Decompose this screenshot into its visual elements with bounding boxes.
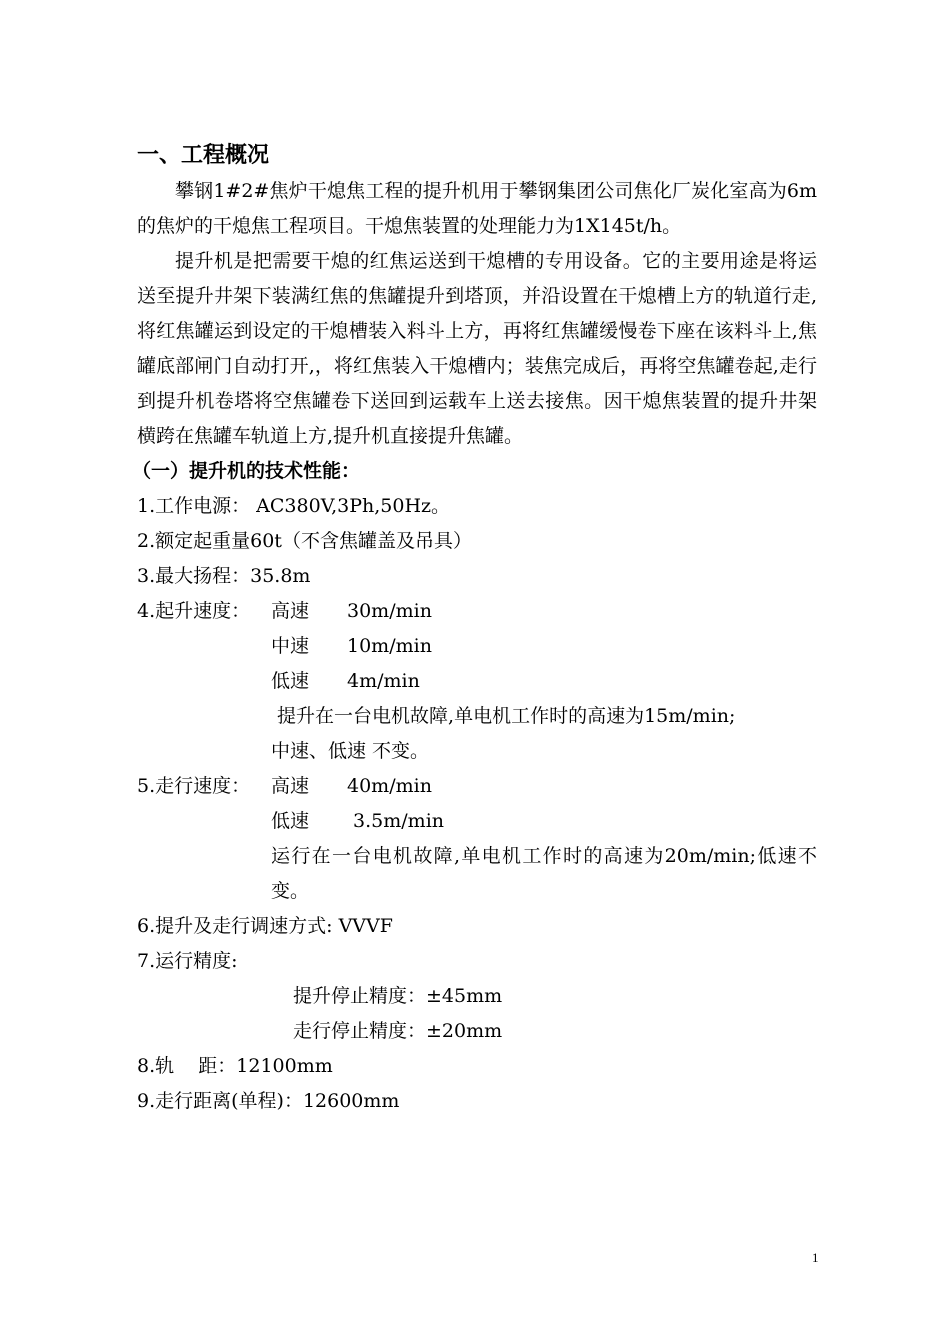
spec-hoist-note-line2: 中速、低速 不变。 [271, 740, 430, 762]
speed-value: 3.5m/min [347, 810, 445, 832]
spec-travel-speed-high [137, 769, 817, 804]
speed-value: 30m/min [347, 600, 432, 622]
paragraph-project-overview: 攀钢1#2#焦炉干熄焦工程的提升机用于攀钢集团公司焦化厂炭化室高为6m的焦炉的干熄焦工程项目。干熄焦装置的处理能力为1X145t/h。 [137, 180, 817, 237]
spec-travel-distance: 9.走行距离(单程)：12600mm [137, 1090, 400, 1112]
subsection-heading: （一）提升机的技术性能： [132, 460, 361, 482]
spec-travel-precision: 走行停止精度：±20mm [293, 1020, 503, 1042]
section-heading: 一、工程概况 [137, 143, 270, 168]
spec-max-lift-height: 3.最大扬程：35.8m [137, 565, 311, 587]
spec-hoist-speed-low [137, 664, 817, 699]
speed-value: 40m/min [347, 775, 432, 797]
page-number: 1 [812, 1250, 819, 1265]
speed-name: 中速 [271, 635, 310, 657]
paragraph-hoist-description: 提升机是把需要干熄的红焦运送到干熄槽的专用设备。它的主要用途是将运送至提升井架下装满红焦的焦罐提升到塔顶，并沿设置在干熄槽上方的轨道行走,将红焦罐运到设定的干熄槽装入料斗上方，再将红焦罐缓慢卷下座在该料斗上,焦罐底部闸门自动打开,，将红焦装入干熄槽内；装焦完成后，再将空焦罐卷起,走行到提升机卷塔将空焦罐卷下送回到运载车上送去接焦。因干熄焦装置的提升井架横跨在焦罐车轨道上方,提升机直接提升焦罐。 [137, 250, 817, 447]
spec-hoist-note-line1: 提升在一台电机故障,单电机工作时的高速为15m/min; [271, 705, 736, 727]
speed-name: 高速 [271, 775, 310, 797]
spec-rated-load: 2.额定起重量60t（不含焦罐盖及吊具） [137, 530, 472, 552]
speed-name: 高速 [271, 600, 310, 622]
spec-speed-control: 6.提升及走行调速方式: VVVF [137, 915, 393, 937]
speed-name: 低速 [271, 810, 310, 832]
spec-power: 1.工作电源： AC380V,3Ph,50Hz。 [137, 495, 451, 517]
spec-rail-gauge: 8.轨 距：12100mm [137, 1055, 333, 1077]
spec-hoist-speed-mid [137, 629, 817, 664]
speed-value: 10m/min [347, 635, 432, 657]
spec-travel-note: 运行在一台电机故障,单电机工作时的高速为20m/min;低速不变。 [271, 845, 817, 902]
spec-hoist-speed-label: 4.起升速度： [137, 600, 251, 622]
speed-name: 低速 [271, 670, 310, 692]
speed-value: 4m/min [347, 670, 420, 692]
spec-travel-speed-low [137, 804, 817, 839]
spec-travel-speed-label: 5.走行速度： [137, 775, 251, 797]
spec-hoist-speed-high [137, 594, 817, 629]
spec-precision-label: 7.运行精度: [137, 950, 238, 972]
page-content [132, 140, 817, 1119]
spec-lift-precision: 提升停止精度：±45mm [293, 985, 503, 1007]
